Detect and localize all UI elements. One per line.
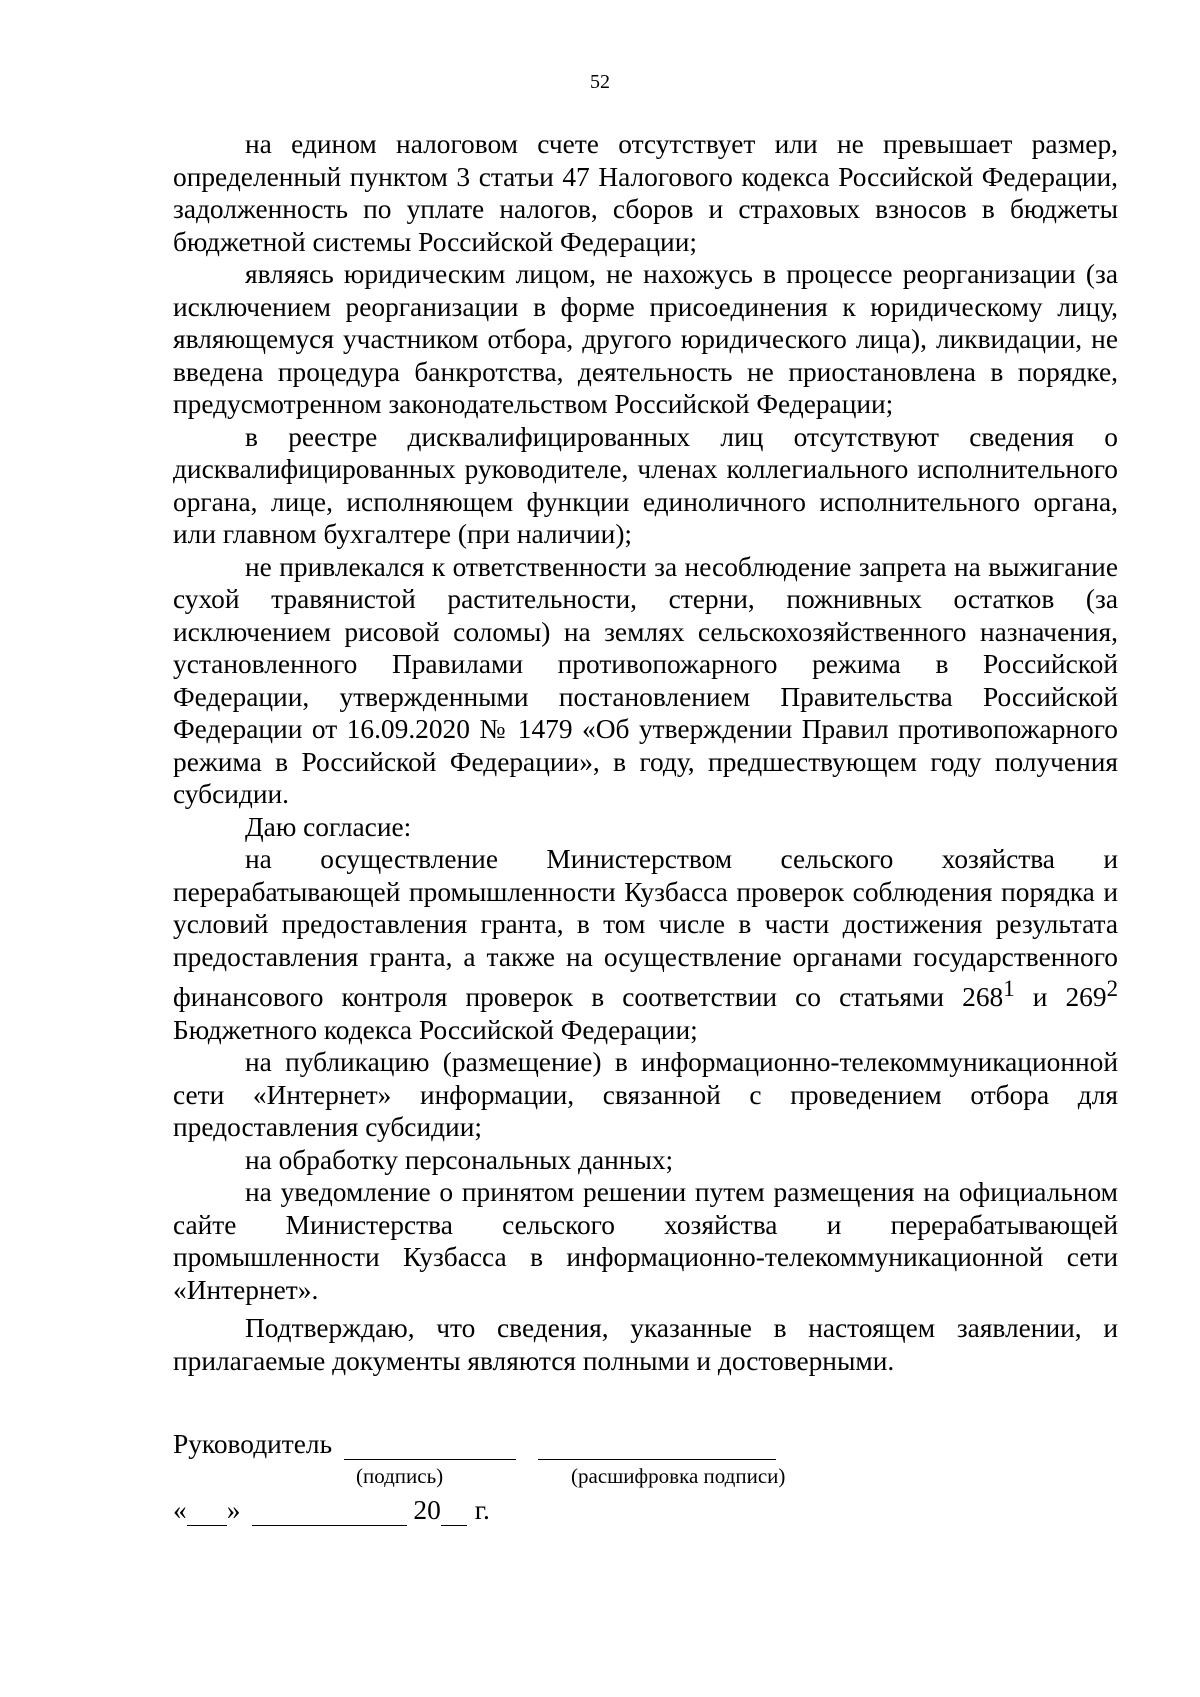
signature-decoding-blank[interactable] <box>538 1435 776 1460</box>
audit-text-part: на осуществление Министерством сельского хозяйства и перерабатывающей промышленности Кузбасса проверок соблюдения порядка и условий предоставления гранта, в том числе в части достижения результата предоставления гранта, а также на осуществление органами государственного финансового контроля проверок в соответствии со статьями 268 <box>173 844 1118 1013</box>
year-prefix: 20 <box>413 1495 441 1525</box>
year-blank[interactable] <box>441 1501 467 1526</box>
date-row <box>173 1490 1118 1526</box>
page-number: 52 <box>590 71 610 93</box>
decoding-hint: (расшифровка подписи) <box>571 1464 786 1488</box>
document-body <box>173 128 1118 1377</box>
paragraph-personal-data-consent: на обработку персональных данных; <box>245 1144 674 1175</box>
audit-text-part: и 269 <box>1014 982 1107 1013</box>
paragraph-disqualified-persons: в реестре дисквалифицированных лиц отсутствуют сведения о дисквалифицированных руководителе, членах коллегиального исполнительного органа, лице, исполняющем функции единоличного исполнительного органа, или главном бухгалтере (при наличии); <box>173 421 1118 549</box>
signature-blank[interactable] <box>344 1435 516 1460</box>
paragraph-reorganization: являясь юридическим лицом, не нахожусь в процессе реорганизации (за исключением реорганизации в форме присоединения к юридическому лицу, являющемуся участником отбора, другого юридического лица), ликвидации, не введена процедура банкротства, деятельность не приостановлена в порядке, предусмотренном законодательством Российской Федерации; <box>173 259 1118 419</box>
paragraph-consent-heading: Даю согласие: <box>245 811 412 842</box>
year-suffix: г. <box>474 1495 490 1525</box>
date-open-quote: « <box>173 1495 187 1525</box>
paragraph-notification-consent: на уведомление о принятом решении путем размещения на официальном сайте Министерства сельского хозяйства и перерабатывающей промышленности Кузбасса в информационно-телекоммуникационной сети «Интернет». <box>173 1177 1118 1305</box>
paragraph-confirmation: Подтверждаю, что сведения, указанные в настоящем заявлении, и прилагаемые документы являются полными и достоверными. <box>173 1313 1118 1376</box>
paragraph-tax-debt: на едином налоговом счете отсутствует или не превышает размер, определенный пунктом 3 статьи 47 Налогового кодекса Российской Федерации, задолженность по уплате налогов, сборов и страховых взносов в бюджеты бюджетной системы Российской Федерации; <box>173 129 1118 257</box>
paragraph-audit-consent <box>173 843 1118 1046</box>
superscript: 1 <box>1003 976 1015 1001</box>
day-blank[interactable] <box>187 1501 227 1526</box>
paragraph-fire-safety: не привлекался к ответственности за несоблюдение запрета на выжигание сухой травянистой растительности, стерни, пожнивных остатков (за исключением рисовой соломы) на землях сельскохозяйственного назначения, установленного Правилами противопожарного режима в Российской Федерации, утвержденными постановлением Правительства Российской Федерации от 16.09.2020 № 1479 «Об утверждении Правил противопожарного режима в Российской Федерации», в году, предшествующем году получения субсидии. <box>173 551 1118 809</box>
month-blank[interactable] <box>252 1501 407 1526</box>
paragraph-publication-consent: на публикацию (размещение) в информационно-телекоммуникационной сети «Интернет» информации, связанной с проведением отбора для предоставления субсидии; <box>173 1047 1118 1143</box>
signature-block <box>173 1426 1118 1526</box>
superscript: 2 <box>1106 976 1118 1001</box>
signature-row <box>173 1426 1118 1460</box>
signature-hint: (подпись) <box>356 1464 444 1488</box>
audit-text-part: Бюджетного кодекса Российской Федерации; <box>173 1014 698 1045</box>
role-label: Руководитель <box>173 1429 333 1459</box>
date-close-quote: » <box>226 1495 241 1525</box>
signature-hints <box>173 1460 1118 1490</box>
